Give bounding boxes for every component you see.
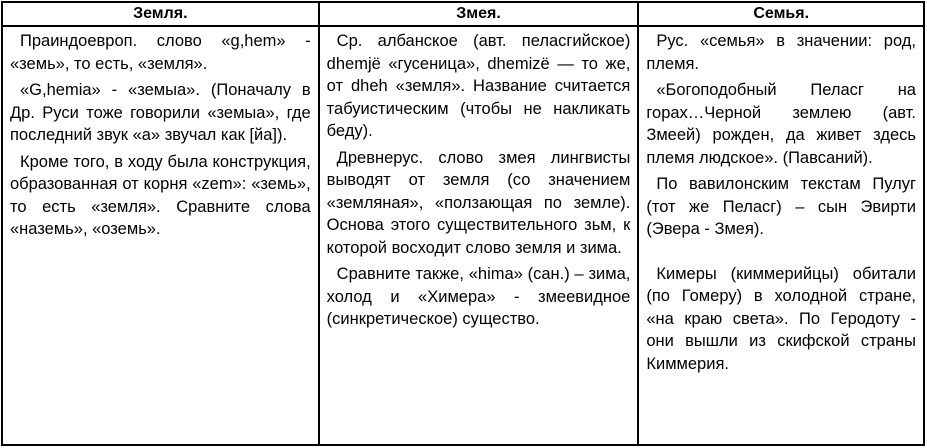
cell-semya: [638, 26, 924, 445]
header-row: [2, 2, 924, 26]
cell-zmeya: [319, 26, 639, 445]
zemlya-paragraph-1: Праиндоевроп. слово «g,hem» - «земь», то есть, «земля».: [10, 32, 311, 73]
zemlya-paragraph-2: «G,hemia» - «земыа». (Поначалу в Др. Руси тоже говорили «земыа», где последний звук «а» звучал как [йа]).: [10, 81, 311, 144]
semya-paragraph-2: «Богоподобный Пеласг на горах…Черной землею (авт. Змеей) рожден, да живет здесь племя людское». (Павсаний).: [646, 81, 916, 167]
zemlya-paragraph-3: Кроме того, в ходу была конструкция, образованная от корня «zem»: «земь», то есть «земля». Сравните слова «наземь», «оземь».: [10, 152, 311, 238]
zmeya-paragraph-1: Ср. албанское (авт. пеласгийское) dhemjë «гусеница», dhemizë — то же, от dheh «земля». Название считается табуистическим (чтобы не накликать беду).: [326, 32, 631, 140]
zmeya-paragraph-3: Сравните также, «hima» (сан.) – зима, холод и «Химера» - змеевидное (синкретическое) существо.: [326, 265, 631, 328]
zmeya-paragraph-2: Древнерус. слово змея лингвисты выводят от земля (со значением «земляная», «ползающая по земле). Основа этого существительного зьм, к которой восходит слово земля и зима.: [326, 148, 631, 257]
header-zemlya: Земля.: [2, 2, 319, 26]
comparison-table: [1, 1, 925, 446]
header-semya: Семья.: [638, 2, 924, 26]
semya-paragraph-3: По вавилонским текстам Пулуг (тот же Пеласг) – сын Эвирти (Эвера - Змея).: [646, 175, 916, 238]
semya-paragraph-4: Кимеры (киммерийцы) обитали (по Гомеру) в холодной стране, «на краю света». По Геродоту - они вышли из скифской страны Киммерия.: [646, 264, 916, 373]
content-row: [2, 26, 924, 445]
semya-paragraph-1: Рус. «семья» в значении: род, племя.: [646, 32, 916, 73]
cell-zemlya: [2, 26, 319, 445]
header-zmeya: Змея.: [319, 2, 639, 26]
